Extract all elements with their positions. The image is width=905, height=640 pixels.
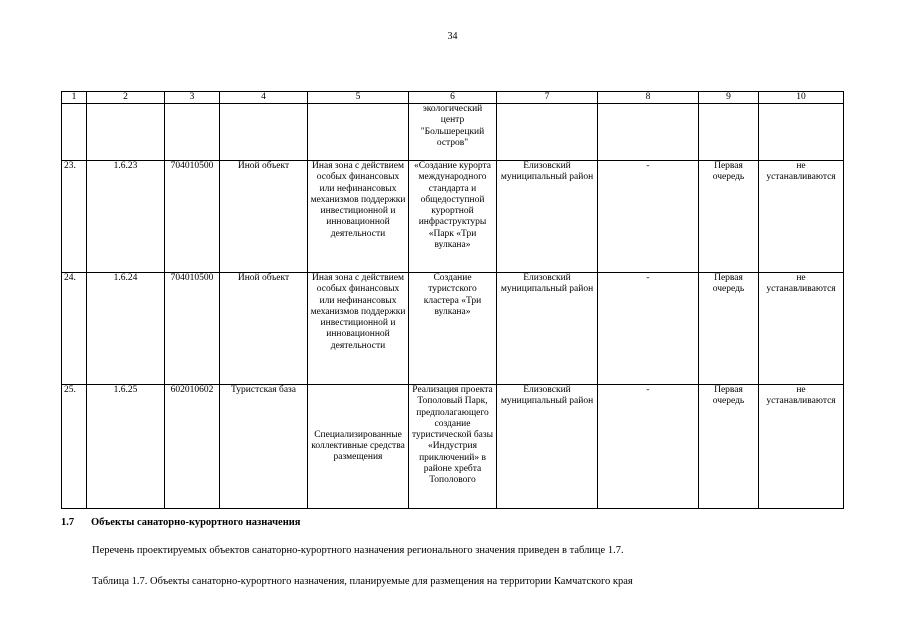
objects-table [61,91,844,509]
stage: Первая очередь [699,273,759,385]
table-row-continuation [62,104,844,161]
stage: Первая очередь [699,385,759,509]
table-cell [497,104,598,161]
object-type: Туристская база [220,385,308,509]
section-heading [61,517,300,528]
header-cell: 2 [87,92,165,104]
classifier-code: 704010500 [165,273,220,385]
zone-type: Иная зона с действием особых финансовых или нефинансовых механизмов поддержки инвестиционной и инновационной деятельности [308,161,409,273]
object-type: Иной объект [220,161,308,273]
table-cell: экологический центр "Большерецкий остров" [409,104,497,161]
municipality: Елизовский муниципальный район [497,161,598,273]
section-paragraph: Перечень проектируемых объектов санаторно-курортного назначения регионального значения приведен в таблице 1.7. [92,545,624,556]
section-title: Объекты санаторно-курортного назначения [91,517,301,528]
table-caption: Таблица 1.7. Объекты санаторно-курортного назначения, планируемые для размещения на территории Камчатского края [92,576,633,587]
object-code: 1.6.25 [87,385,165,509]
zone-type: Специализированные коллективные средства размещения [308,385,409,509]
header-cell: 4 [220,92,308,104]
object-description: Создание туристского кластера «Три вулкана» [409,273,497,385]
classifier-code: 602010602 [165,385,220,509]
row-number: 24. [62,273,87,385]
zones-status: не устанавливаются [759,385,844,509]
header-cell: 3 [165,92,220,104]
header-cell: 6 [409,92,497,104]
zone-type: Иная зона с действием особых финансовых или нефинансовых механизмов поддержки инвестиционной и инновационной деятельности [308,273,409,385]
header-cell: 9 [699,92,759,104]
object-description: Реализация проекта Тополовый Парк, предполагающего создание туристической базы «Индустрия приключений» в районе хребта Тополового [409,385,497,509]
classifier-code: 704010500 [165,161,220,273]
object-code: 1.6.23 [87,161,165,273]
table-cell [62,104,87,161]
table-cell [699,104,759,161]
table-row [62,385,844,509]
object-type: Иной объект [220,273,308,385]
table-row [62,161,844,273]
object-description: «Создание курорта международного стандарта и общедоступной курортной инфраструктуры «Парк «Три вулкана» [409,161,497,273]
stage: Первая очередь [699,161,759,273]
table-cell [308,104,409,161]
header-cell: 10 [759,92,844,104]
header-cell: 7 [497,92,598,104]
header-cell: 5 [308,92,409,104]
zones-status: не устанавливаются [759,161,844,273]
table-cell [87,104,165,161]
municipality: Елизовский муниципальный район [497,273,598,385]
page-number: 34 [447,31,458,42]
row-number: 23. [62,161,87,273]
table-cell: - [598,161,699,273]
table-cell [165,104,220,161]
zones-status: не устанавливаются [759,273,844,385]
table-header-row [62,92,844,104]
section-number: 1.7 [61,517,75,528]
object-code: 1.6.24 [87,273,165,385]
table-row [62,273,844,385]
table-cell: - [598,385,699,509]
table-cell: - [598,273,699,385]
table-cell [220,104,308,161]
header-cell: 1 [62,92,87,104]
municipality: Елизовский муниципальный район [497,385,598,509]
header-cell: 8 [598,92,699,104]
table-cell [759,104,844,161]
row-number: 25. [62,385,87,509]
table-cell [598,104,699,161]
